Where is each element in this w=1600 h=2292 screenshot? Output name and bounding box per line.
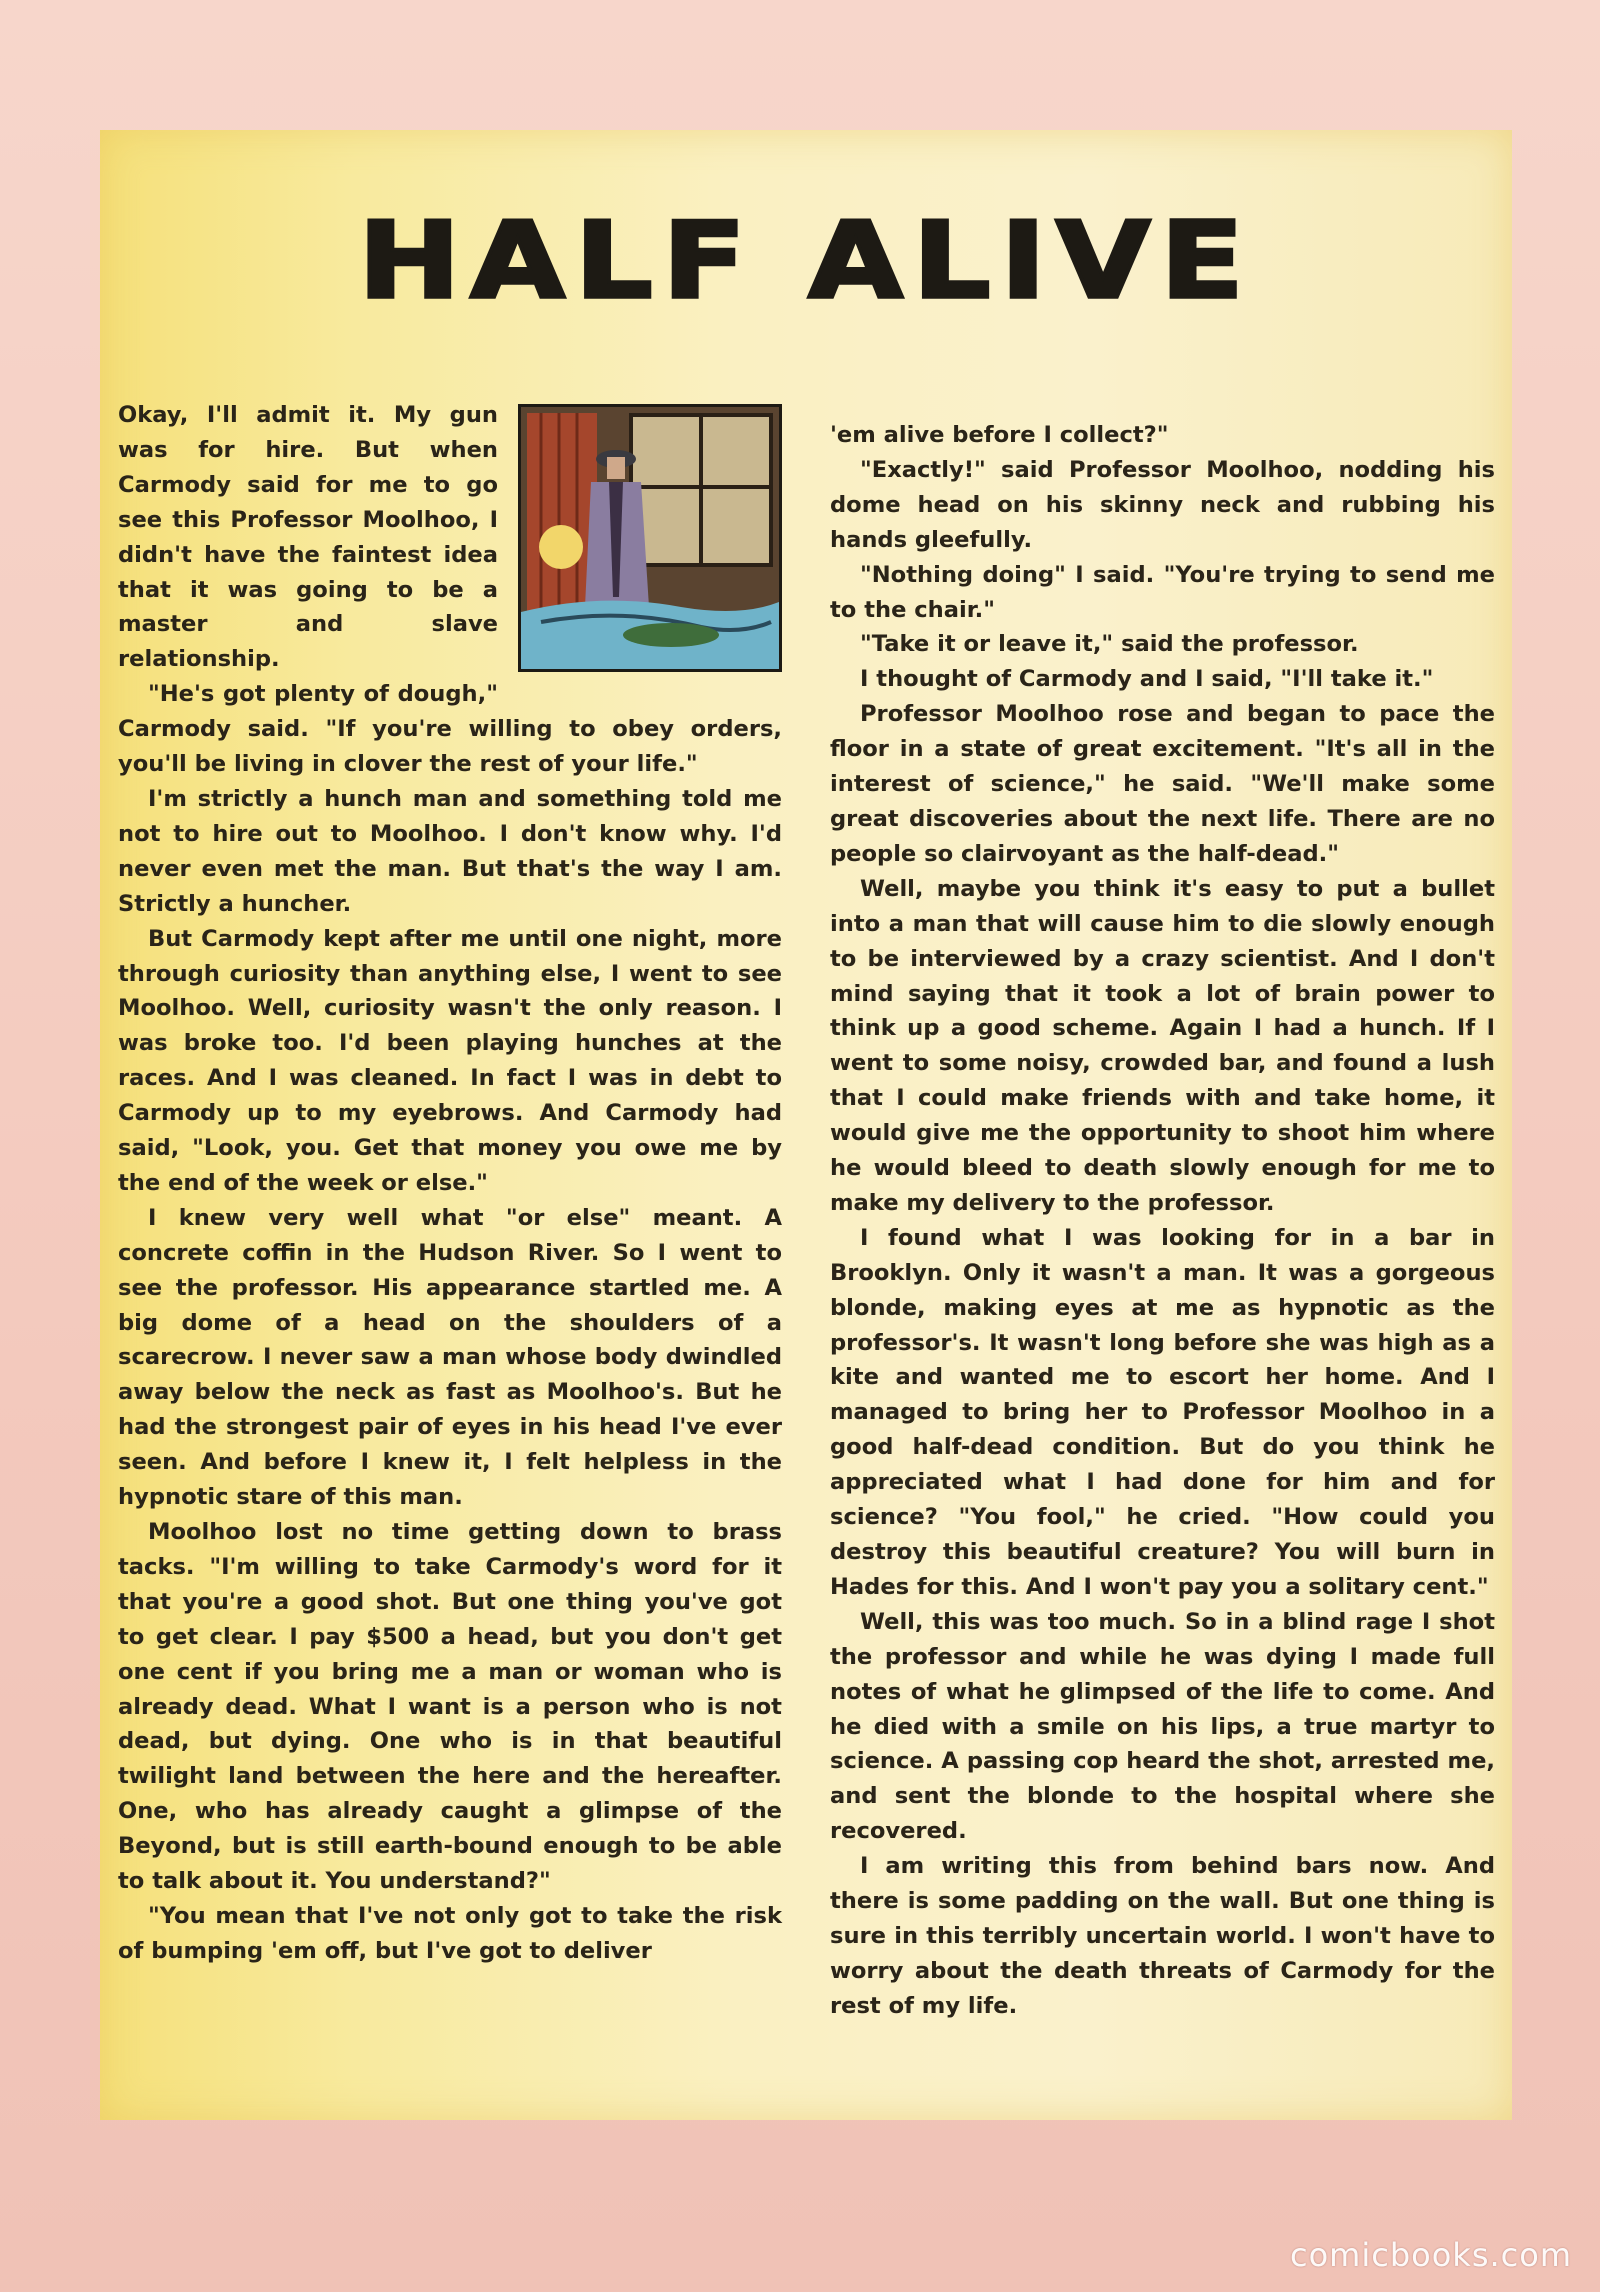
story-illustration (518, 404, 782, 672)
paragraph: I knew very well what "or else" meant. A concrete coffin in the Hudson River. So I went to see the professor. His appearance startled me. A big dome of a head on the shoulders of a scarecrow. I never saw a man whose body dwindled away below the neck as fast as Moolhoo's. But he had the strongest pair of eyes in his head I've ever seen. And before I knew it, I felt helpless in the hypnotic stare of this man. (118, 1204, 782, 1511)
story-panel (100, 130, 1512, 2120)
paragraph: But Carmody kept after me until one night, more through curiosity than anything else, I went to see Moolhoo. Well, curiosity wasn't the only reason. I was broke too. I'd been playing hunches at the races. And I was cleaned. In fact I was in debt to Carmody up to my eyebrows. And Carmody had said, "Look, you. Get that money you owe me by the end of the week or else." (118, 925, 782, 1196)
paragraph: I am writing this from behind bars now. And there is some padding on the wall. But one thing is sure in this terribly uncertain world. I won't have to worry about the death threats of Carmody for the rest of my life. (830, 1853, 1495, 2019)
paragraph: "Take it or leave it," said the professor. (860, 631, 1359, 658)
paragraph: Okay, I'll admit it. My gun was for hire. But when Carmody said for me to go see this Professor Moolhoo, I didn't have the faintest idea that it was going to be a master and slave relationship. (118, 402, 498, 673)
paragraph: Well, maybe you think it's easy to put a bullet into a man that will cause him to die slowly enough to be interviewed by a crazy scientist. And I don't mind saying that it took a lot of brain power to think up a good scheme. Again I had a hunch. If I went to some noisy, crowded bar, and found a lush that I could make friends with and take home, it would give me the opportunity to shoot him where he would bleed to death slowly enough for me to make my delivery to the professor. (830, 875, 1495, 1216)
paragraph: I'm strictly a hunch man and something told me not to hire out to Moolhoo. I don't know why. I'd never even met the man. But that's the way I am. Strictly a huncher. (118, 785, 782, 917)
paragraph: I found what I was looking for in a bar in Brooklyn. Only it wasn't a man. It was a gorgeous blonde, making eyes at me as hypnotic as the professor's. It wasn't long before she was high as a kite and wanted me to escort her home. And I managed to bring her to Professor Moolhoo in a good half-dead condition. But do you think he appreciated what I had done for him and for science? "You fool," he cried. "How could you destroy this beautiful creature? You will burn in Hades for this. And I won't pay you a solitary cent." (830, 1224, 1495, 1600)
paragraph: "Exactly!" said Professor Moolhoo, nodding his dome head on his skinny neck and rubbing his hands gleefully. (830, 456, 1495, 553)
paragraph: Moolhoo lost no time getting down to brass tacks. "I'm willing to take Carmody's word for it that you're a good shot. But one thing you've got to get clear. I pay $500 a head, but you don't get one cent if you bring me a man or woman who is already dead. What I want is a person who is not dead, but dying. One who is in that beautiful twilight land between the here and the hereafter. One, who has already caught a glimpse of the Beyond, but is still earth-bound enough to be able to talk about it. You understand?" (118, 1519, 782, 1895)
paragraph: "He's got plenty of dough," Carmody said. "If you're willing to obey orders, you'll be living in clover the rest of your life." (118, 681, 782, 778)
paragraph: 'em alive before I collect?" (830, 422, 1169, 448)
right-column (830, 418, 1495, 2024)
paragraph: Professor Moolhoo rose and began to pace the floor in a state of great excitement. "It's all in the interest of science," he said. "We'll make some great discoveries about the next life. There are no people so clairvoyant as the half-dead." (830, 701, 1495, 867)
paragraph: "Nothing doing" I said. "You're trying to send me to the chair." (830, 561, 1495, 623)
paragraph: Well, this was too much. So in a blind rage I shot the professor and while he was dying I made full notes of what he glimpsed of the life to come. And he died with a smile on his lips, a true martyr to science. A passing cop heard the shot, arrested me, and sent the blonde to the hospital where she recovered. (830, 1608, 1495, 1845)
paragraph: "You mean that I've not only got to take the risk of bumping 'em off, but I've got to deliver (118, 1902, 782, 1964)
watermark: comicbooks.com (1289, 2236, 1572, 2274)
left-column (118, 398, 782, 1969)
paragraph: I thought of Carmody and I said, "I'll take it." (860, 666, 1434, 693)
story-title: HALF ALIVE (358, 199, 1254, 323)
